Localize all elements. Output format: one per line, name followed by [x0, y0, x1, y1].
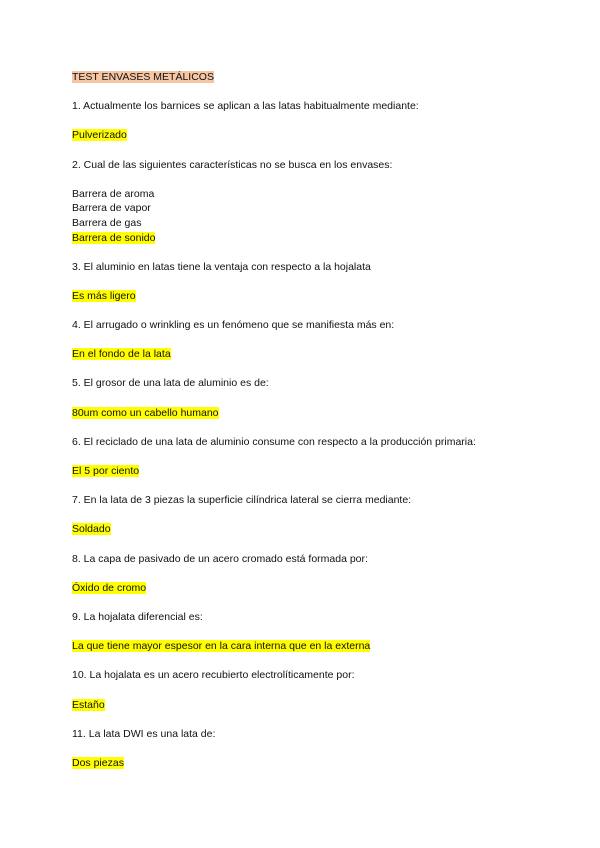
question-5: 5. El grosor de una lata de aluminio es de:: [72, 377, 269, 390]
answer-8: Óxido de cromo: [72, 581, 147, 594]
answer-6: El 5 por ciento: [72, 465, 140, 478]
option-2-c: Barrera de gas: [72, 216, 142, 229]
answer-5: 80um como un cabello humano: [72, 406, 219, 419]
answer-10: Estaño: [72, 698, 105, 711]
question-9: 9. La hojalata diferencial es:: [72, 610, 203, 623]
question-1: 1. Actualmente los barnices se aplican a las latas habitualmente mediante:: [72, 100, 419, 113]
question-2: 2. Cual de las siguientes características no se busca en los envases:: [72, 158, 393, 171]
question-11: 11. La lata DWI es una lata de:: [72, 727, 216, 740]
document-content: [72, 70, 542, 771]
answer-9: La que tiene mayor espesor en la cara interna que en la externa: [72, 640, 371, 653]
question-3: 3. El aluminio en latas tiene la ventaja con respecto a la hojalata: [72, 260, 371, 273]
question-10: 10. La hojalata es un acero recubierto electrolíticamente por:: [72, 669, 355, 682]
answer-3: Es más ligero: [72, 289, 136, 302]
document-title: TEST ENVASES METÁLICOS: [72, 71, 214, 83]
answer-7: Soldado: [72, 523, 111, 536]
answer-11: Dos piezas: [72, 756, 124, 769]
question-4: 4. El arrugado o wrinkling es un fenómeno que se manifiesta más en:: [72, 319, 395, 332]
option-2-b: Barrera de vapor: [72, 202, 151, 215]
answer-1: Pulverizado: [72, 129, 127, 142]
question-8: 8. La capa de pasivado de un acero cromado está formada por:: [72, 552, 368, 565]
option-2-a: Barrera de aroma: [72, 187, 155, 200]
question-7: 7. En la lata de 3 piezas la superficie cilíndrica lateral se cierra mediante:: [72, 494, 412, 507]
answer-2: Barrera de sonido: [72, 231, 156, 244]
question-6: 6. El reciclado de una lata de aluminio consume con respecto a la producción primaria:: [72, 435, 476, 448]
answer-4: En el fondo de la lata: [72, 348, 171, 361]
